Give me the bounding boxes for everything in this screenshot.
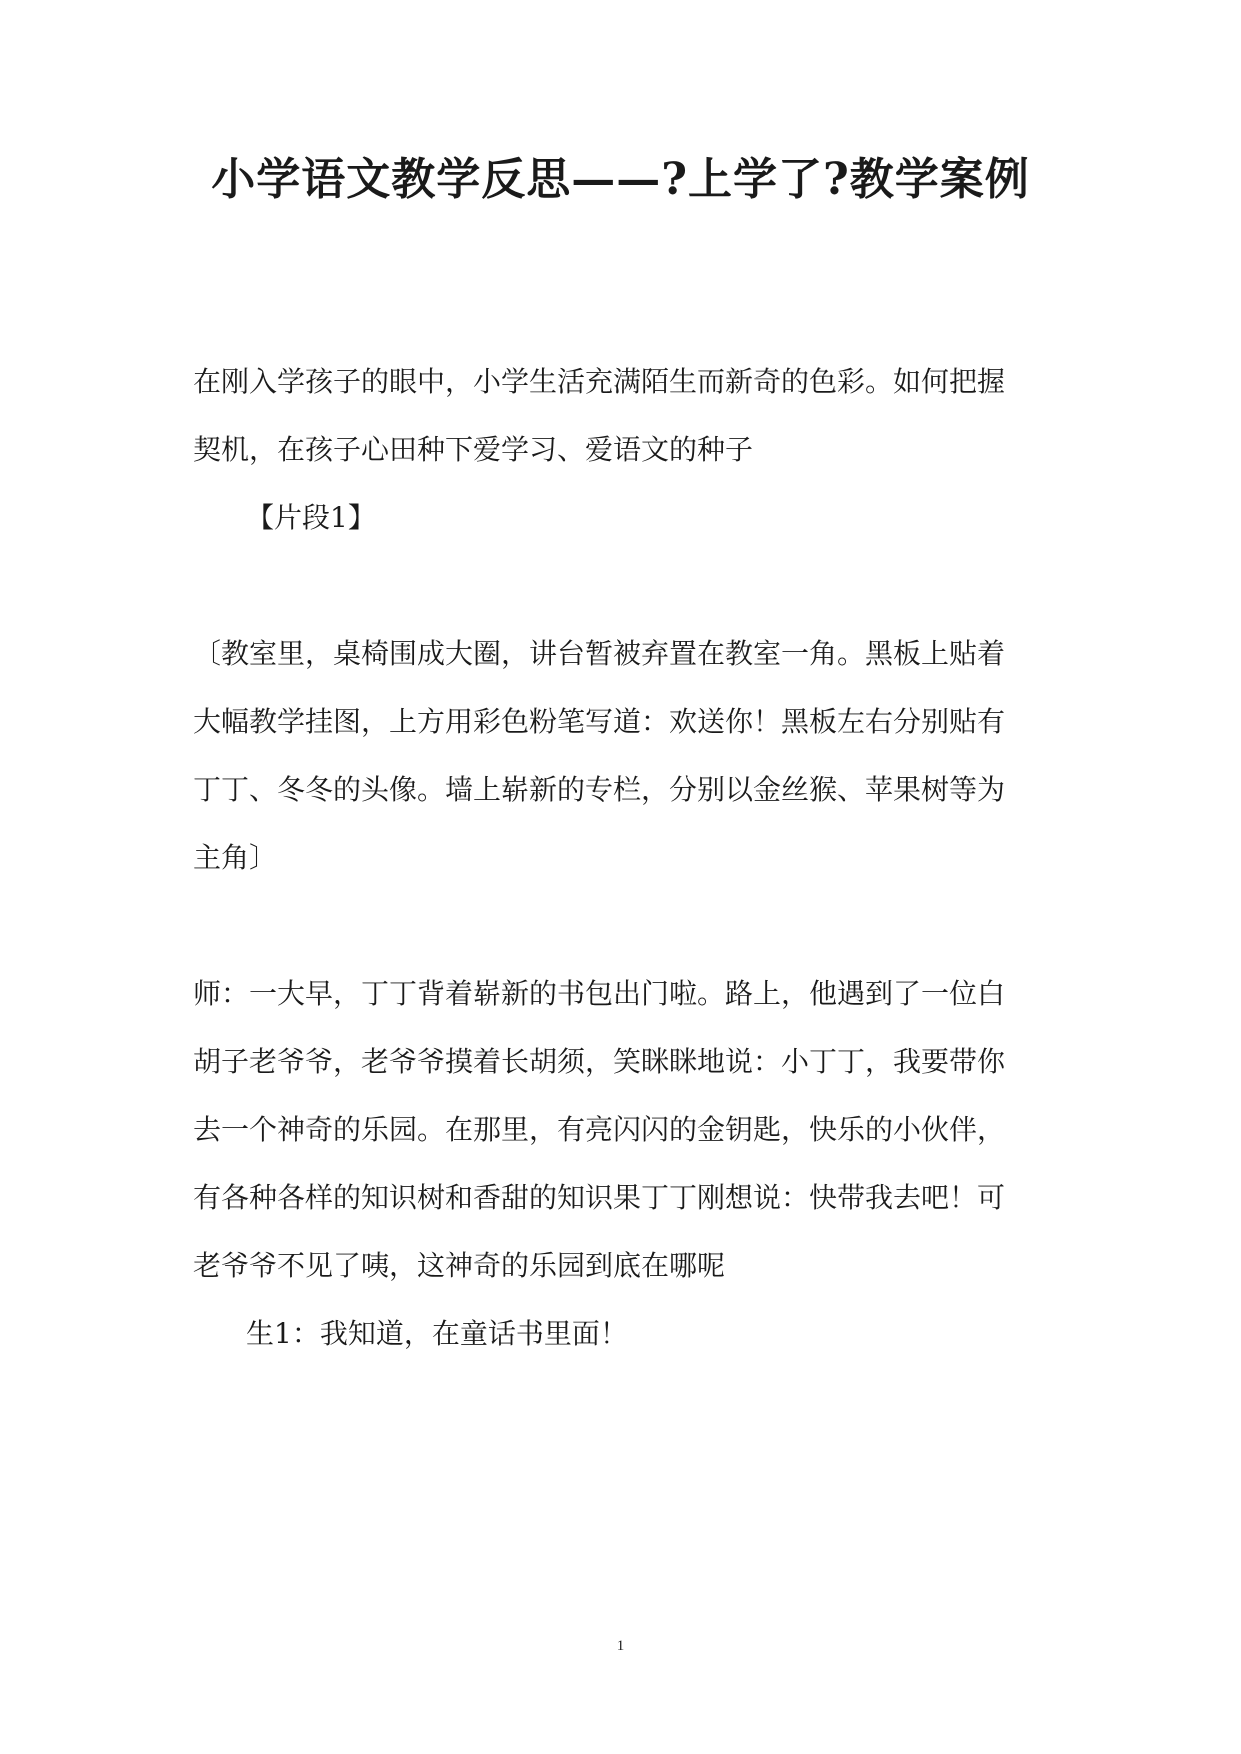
paragraph-line: 丁丁、冬冬的头像。墙上崭新的专栏，分别以金丝猴、苹果树等为 — [193, 773, 1006, 806]
paragraph-line: 胡子老爷爷，老爷爷摸着长胡须，笑眯眯地说：小丁丁，我要带你 — [193, 1045, 1006, 1078]
paragraph-line: 生1：我知道，在童话书里面！ — [246, 1317, 628, 1350]
document-title: 小学语文教学反思——?上学了?教学案例 — [211, 154, 1030, 205]
paragraph-line: 有各种各样的知识树和香甜的知识果丁丁刚想说：快带我去吧！可 — [193, 1181, 1006, 1214]
section-heading: 【片段1】 — [246, 501, 376, 534]
paragraph-line: 师：一大早，丁丁背着崭新的书包出门啦。路上，他遇到了一位白 — [193, 977, 1006, 1010]
paragraph-line: 契机，在孩子心田种下爱学习、爱语文的种子 — [193, 433, 754, 466]
paragraph-line: 〔教室里，桌椅围成大圈，讲台暂被弃置在教室一角。黑板上贴着 — [193, 637, 1006, 670]
paragraph-line: 老爷爷不见了咦，这神奇的乐园到底在哪呢 — [193, 1249, 726, 1282]
paragraph-line: 在刚入学孩子的眼中，小学生活充满陌生而新奇的色彩。如何把握 — [193, 365, 1006, 398]
paragraph-line: 去一个神奇的乐园。在那里，有亮闪闪的金钥匙，快乐的小伙伴， — [193, 1113, 1006, 1146]
paragraph-line: 大幅教学挂图，上方用彩色粉笔写道：欢送你！黑板左右分别贴有 — [193, 705, 1006, 738]
page-number: 1 — [616, 1638, 625, 1654]
paragraph-line: 主角〕 — [193, 841, 278, 874]
